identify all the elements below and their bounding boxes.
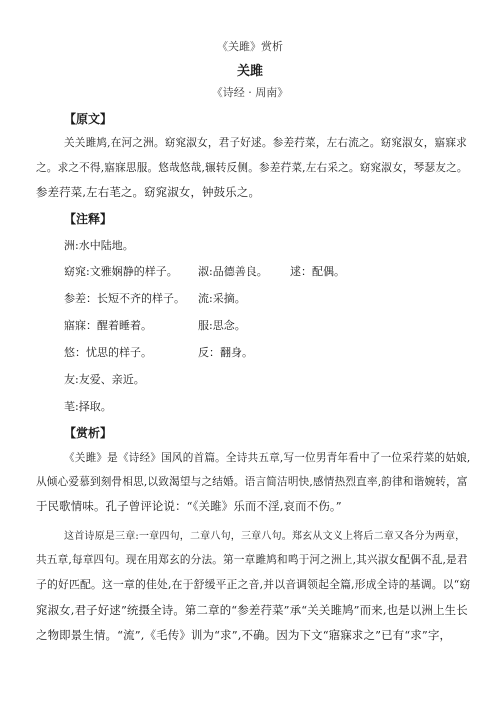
- appreciation-line-7: 窕淑女,君子好逑”统摄全诗。第二章的“参差荇菜”承“关关雎鸠”而来,也是以洲上生长: [36, 603, 468, 617]
- section-appreciation-heading: 【赏析】: [64, 426, 113, 440]
- original-line-3: 参差荇菜,左右芼之。窈窕淑女，钟鼓乐之。: [36, 185, 261, 199]
- note-fu: 服:思念。: [198, 319, 246, 332]
- note-yaotiao: 窈窕:文雅娴静的样子。: [64, 265, 178, 278]
- appreciation-line-3: 于民歌情味。孔子曾评论说：“《关雎》乐而不淫,哀而不伤。”: [36, 499, 342, 513]
- note-you-friend: 友:友爱、亲近。: [64, 373, 145, 386]
- section-original-heading: 【原文】: [64, 112, 113, 126]
- section-notes-heading: 【注释】: [64, 212, 113, 226]
- document-header: 《关雎》赏析: [217, 40, 283, 53]
- appreciation-line-1: 《关雎》是《诗经》国风的首篇。全诗共五章,写一位男青年看中了一位采荇菜的姑娘,: [64, 452, 471, 464]
- appreciation-line-6: 子的好匹配。这一章的佳处,在于舒缓平正之音,并以音调领起全篇,形成全诗的基调。以“窈: [36, 578, 471, 591]
- note-liu: 流:采摘。: [198, 292, 246, 305]
- appreciation-line-4: 这首诗原是三章:一章四句，二章八句，三章八句。郑玄从文义上将后二章又各分为两章，: [64, 531, 466, 542]
- note-qiu: 逑：配偶。: [290, 265, 345, 278]
- poem-source: 《诗经 · 周南》: [211, 86, 289, 99]
- poem-title: 关雎: [236, 64, 263, 79]
- note-shu: 淑:品德善良。: [198, 265, 268, 278]
- appreciation-line-8: 之物即景生情。“流”,《毛传》训为“求”,不确。因为下文“寤寐求之”已有“求”字，: [36, 628, 452, 642]
- note-cenci: 参差：长短不齐的样子。: [64, 292, 185, 305]
- appreciation-line-5: 共五章,每章四句。现在用郑玄的分法。第一章雎鸠和鸣于河之洲上,其兴淑女配偶不乱,是君: [36, 554, 468, 566]
- note-zhou: 洲:水中陆地。: [64, 239, 134, 252]
- note-mao: 芼:择取。: [64, 400, 112, 413]
- original-line-1: 关关雎鸠,在河之洲。窈窕淑女，君子好逑。参差荇菜，左右流之。窈窕淑女，寤寐求: [64, 137, 467, 149]
- note-you: 悠：忧思的样子。: [64, 346, 152, 359]
- note-wumei: 寤寐：醒着睡着。: [64, 319, 152, 332]
- note-fan: 反：翻身。: [198, 346, 253, 359]
- original-line-2: 之。求之不得,寤寐思服。悠哉悠哉,辗转反侧。参差荇菜,左右采之。窈窕淑女，琴瑟友之。: [36, 162, 468, 174]
- appreciation-line-2: 从倾心爱慕到刻骨相思,以致渴望与之结婚。语言简洁明快,感情热烈直率,韵律和谐婉转，富: [36, 476, 468, 488]
